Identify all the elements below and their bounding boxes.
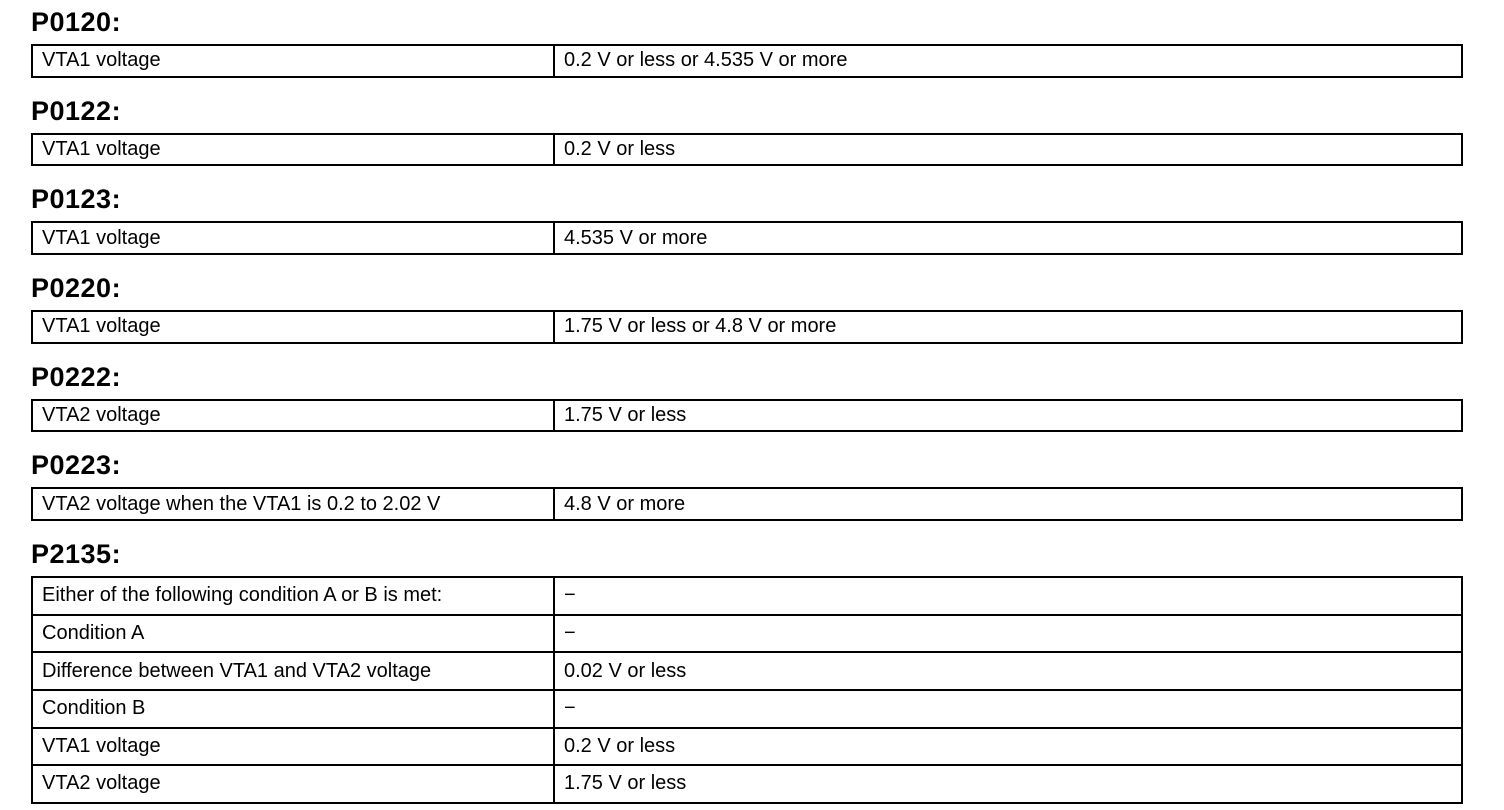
section-heading-p2135: P2135: — [31, 539, 121, 570]
item-cell: VTA1 voltage — [32, 311, 554, 343]
item-cell: VTA1 voltage — [32, 134, 554, 166]
table-row — [32, 134, 1462, 166]
section-heading-p0222: P0222: — [31, 361, 121, 392]
section-heading-p0223: P0223: — [31, 450, 121, 481]
condition-cell: 0.2 V or less — [554, 134, 1462, 166]
section-heading-p0220: P0220: — [31, 273, 121, 304]
table-row — [32, 615, 1462, 653]
item-cell: VTA2 voltage when the VTA1 is 0.2 to 2.02 V — [32, 488, 554, 520]
condition-cell: 0.2 V or less — [554, 728, 1462, 766]
condition-table-p0120 — [31, 44, 1463, 78]
condition-cell: − — [554, 690, 1462, 728]
condition-cell: 4.8 V or more — [554, 488, 1462, 520]
dtc-code: P0223 — [31, 450, 112, 481]
table-row — [32, 690, 1462, 728]
table-row — [32, 45, 1462, 77]
condition-table-p0220 — [31, 310, 1463, 344]
condition-table-p0223 — [31, 487, 1463, 521]
condition-cell: 0.02 V or less — [554, 652, 1462, 690]
section-heading-p0123: P0123: — [31, 184, 121, 215]
condition-cell: − — [554, 577, 1462, 615]
table-wrap-p0123 — [31, 221, 1463, 266]
table-wrap-p0222 — [31, 399, 1463, 444]
table-row — [32, 728, 1462, 766]
table-wrap-p0223 — [31, 487, 1463, 532]
condition-cell: 1.75 V or less — [554, 400, 1462, 432]
table-row — [32, 652, 1462, 690]
item-cell: Condition B — [32, 690, 554, 728]
item-cell: Either of the following condition A or B is met: — [32, 577, 554, 615]
condition-table-p0222 — [31, 399, 1463, 433]
dtc-code: P0120 — [31, 7, 112, 37]
dtc-code: P2135 — [31, 539, 112, 570]
condition-cell: 4.535 V or more — [554, 222, 1462, 254]
table-wrap-p0122 — [31, 133, 1463, 178]
table-row — [32, 311, 1462, 343]
dtc-code: P0122 — [31, 95, 112, 126]
section-heading-p0120: P0120: — [31, 7, 121, 37]
section-heading-p0122: P0122: — [31, 95, 121, 126]
document-page — [31, 0, 1463, 804]
table-wrap-p0220 — [31, 310, 1463, 355]
condition-cell: 1.75 V or less or 4.8 V or more — [554, 311, 1462, 343]
item-cell: Condition A — [32, 615, 554, 653]
item-cell: VTA1 voltage — [32, 45, 554, 77]
condition-table-p0122 — [31, 133, 1463, 167]
condition-cell: − — [554, 615, 1462, 653]
condition-cell: 1.75 V or less — [554, 765, 1462, 803]
condition-table-p0123 — [31, 221, 1463, 255]
item-cell: VTA2 voltage — [32, 765, 554, 803]
dtc-code: P0220 — [31, 273, 112, 304]
condition-cell: 0.2 V or less or 4.535 V or more — [554, 45, 1462, 77]
condition-table-p2135 — [31, 576, 1463, 804]
item-cell: VTA2 voltage — [32, 400, 554, 432]
table-row — [32, 765, 1462, 803]
table-wrap-p2135 — [31, 576, 1463, 804]
table-row — [32, 400, 1462, 432]
table-row — [32, 222, 1462, 254]
item-cell: VTA1 voltage — [32, 728, 554, 766]
table-row — [32, 488, 1462, 520]
dtc-code: P0222 — [31, 361, 112, 392]
dtc-code: P0123 — [31, 184, 112, 215]
item-cell: VTA1 voltage — [32, 222, 554, 254]
table-wrap-p0120 — [31, 44, 1463, 89]
table-row — [32, 577, 1462, 615]
item-cell: Difference between VTA1 and VTA2 voltage — [32, 652, 554, 690]
